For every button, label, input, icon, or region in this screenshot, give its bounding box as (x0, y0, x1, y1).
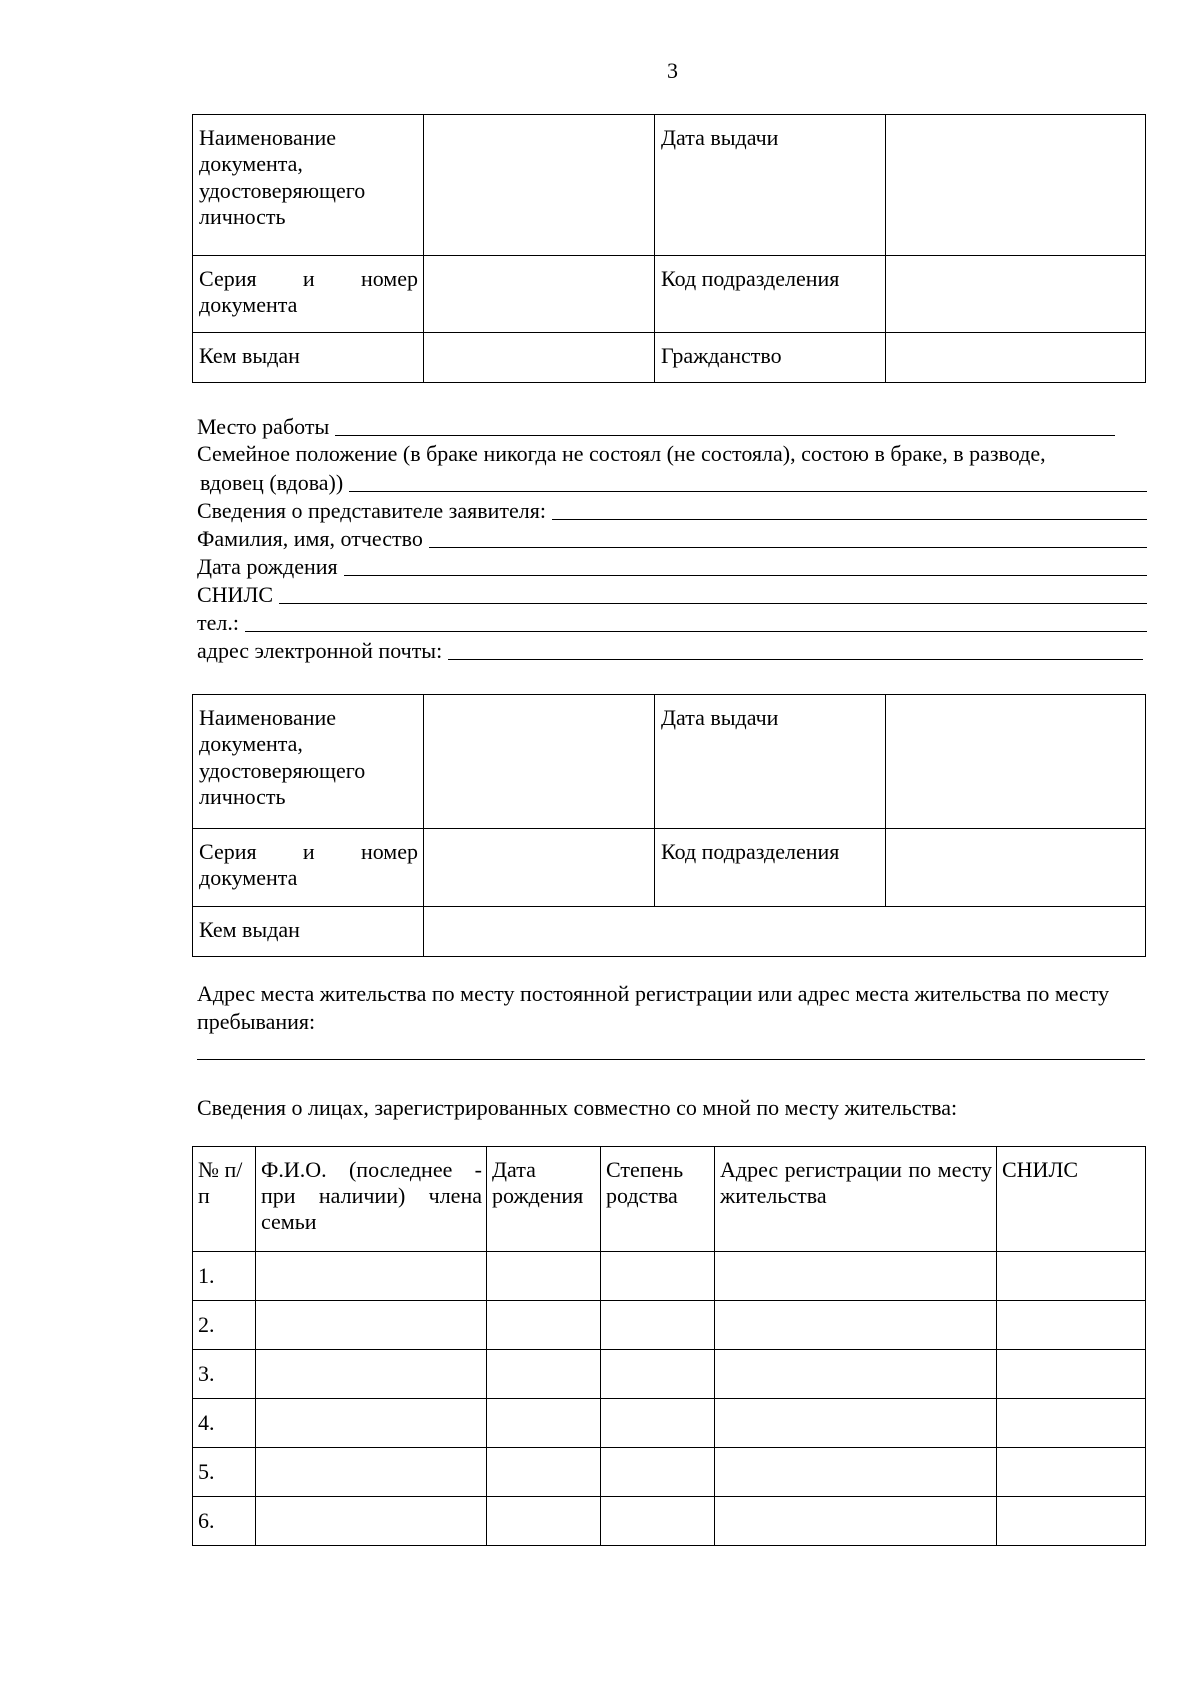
full-name-line[interactable] (429, 547, 1147, 548)
members-table (192, 1146, 1146, 1546)
header-snils: СНИЛС (997, 1147, 1146, 1252)
row-number: 6. (193, 1497, 256, 1546)
issue-date-input[interactable] (886, 115, 1146, 256)
table-row (193, 1252, 1146, 1301)
rep-doc-name-label: Наименование документа, удостоверяющего личность (193, 695, 424, 829)
rep-series-number-label (193, 829, 424, 907)
birth-date-line[interactable] (344, 575, 1147, 576)
cell-address[interactable] (715, 1497, 997, 1546)
representative-field[interactable] (197, 496, 1147, 524)
marital-status-label: вдовец (вдова)) (200, 469, 344, 495)
representative-line[interactable] (552, 519, 1147, 520)
cell-address[interactable] (715, 1448, 997, 1497)
table-row (193, 1350, 1146, 1399)
rep-series-word: Серия (199, 839, 257, 864)
header-birth-date: Дата рождения (487, 1147, 601, 1252)
row-number: 1. (193, 1252, 256, 1301)
cell-relationship[interactable] (601, 1399, 715, 1448)
cell-birth-date[interactable] (487, 1399, 601, 1448)
full-name-field[interactable] (197, 524, 1147, 552)
cell-full-name[interactable] (256, 1301, 487, 1350)
email-label: адрес электронной почты: (197, 637, 443, 663)
address-line[interactable] (197, 1059, 1145, 1060)
cell-snils[interactable] (997, 1350, 1146, 1399)
applicant-fields (197, 412, 1147, 664)
rep-issue-date-input[interactable] (886, 695, 1146, 829)
cell-address[interactable] (715, 1350, 997, 1399)
cell-snils[interactable] (997, 1448, 1146, 1497)
header-address: Адрес регистрации по месту жительства (715, 1147, 997, 1252)
series-word: Серия (199, 266, 257, 291)
table-row (193, 1497, 1146, 1546)
cell-relationship[interactable] (601, 1301, 715, 1350)
email-line[interactable] (448, 659, 1143, 660)
cell-address[interactable] (715, 1252, 997, 1301)
cell-full-name[interactable] (256, 1448, 487, 1497)
doc-name-label: Наименование документа, удостоверяющего личность (193, 115, 424, 256)
header-full-name: Ф.И.О. (последнее - при наличии) члена семьи (256, 1147, 487, 1252)
full-name-label: Фамилия, имя, отчество (197, 525, 423, 551)
workplace-field[interactable] (197, 412, 1115, 440)
cell-relationship[interactable] (601, 1252, 715, 1301)
series-number-input[interactable] (424, 256, 655, 333)
rep-issued-by-input[interactable] (424, 907, 1146, 957)
cell-address[interactable] (715, 1301, 997, 1350)
members-header-row (193, 1147, 1146, 1252)
cell-snils[interactable] (997, 1399, 1146, 1448)
cell-snils[interactable] (997, 1497, 1146, 1546)
cell-full-name[interactable] (256, 1497, 487, 1546)
applicant-document-table (192, 114, 1146, 383)
number-word: номер (360, 266, 418, 291)
cell-relationship[interactable] (601, 1448, 715, 1497)
rep-series-number-input[interactable] (424, 829, 655, 907)
birth-date-label: Дата рождения (197, 553, 338, 579)
series-number-label (193, 256, 424, 333)
row-number: 3. (193, 1350, 256, 1399)
division-code-input[interactable] (886, 256, 1146, 333)
and-word: и (302, 266, 315, 291)
rep-and-word: и (302, 839, 315, 864)
cell-birth-date[interactable] (487, 1301, 601, 1350)
snils-line[interactable] (279, 603, 1147, 604)
snils-label: СНИЛС (197, 581, 274, 607)
division-code-label: Код подразделения (655, 256, 886, 333)
cell-snils[interactable] (997, 1252, 1146, 1301)
cell-birth-date[interactable] (487, 1252, 601, 1301)
marital-status-field[interactable] (197, 468, 1147, 496)
cell-relationship[interactable] (601, 1497, 715, 1546)
issued-by-label: Кем выдан (193, 333, 424, 383)
workplace-label: Место работы (197, 413, 330, 439)
cell-birth-date[interactable] (487, 1448, 601, 1497)
members-title: Сведения о лицах, зарегистрированных совместно со мной по месту жительства: (197, 1095, 958, 1120)
representative-document-table (192, 694, 1146, 957)
rep-division-code-label: Код подразделения (655, 829, 886, 907)
cell-relationship[interactable] (601, 1350, 715, 1399)
snils-field[interactable] (197, 580, 1147, 608)
table-row (193, 1448, 1146, 1497)
rep-issued-by-label: Кем выдан (193, 907, 424, 957)
cell-full-name[interactable] (256, 1252, 487, 1301)
citizenship-label: Гражданство (655, 333, 886, 383)
table-row (193, 1399, 1146, 1448)
address-text: Адрес места жительства по месту постоянной регистрации или адрес места жительства по месту пребывания: (197, 981, 1110, 1034)
issue-date-label: Дата выдачи (655, 115, 886, 256)
header-number: № п/п (193, 1147, 256, 1252)
issued-by-input[interactable] (424, 333, 655, 383)
rep-doc-name-input[interactable] (424, 695, 655, 829)
citizenship-input[interactable] (886, 333, 1146, 383)
cell-full-name[interactable] (256, 1350, 487, 1399)
workplace-line[interactable] (335, 435, 1115, 436)
document-word: документа (199, 292, 298, 318)
representative-label: Сведения о представителе заявителя: (197, 497, 546, 523)
rep-number-word: номер (360, 839, 418, 864)
header-relationship: Степень родства (601, 1147, 715, 1252)
rep-document-word: документа (199, 865, 298, 891)
marital-status-line[interactable] (349, 491, 1147, 492)
phone-line[interactable] (245, 631, 1147, 632)
cell-full-name[interactable] (256, 1399, 487, 1448)
phone-label: тел.: (197, 609, 239, 635)
row-number: 4. (193, 1399, 256, 1448)
rep-division-code-input[interactable] (886, 829, 1146, 907)
phone-field[interactable] (197, 608, 1147, 636)
birth-date-field[interactable] (197, 552, 1147, 580)
page-number: 3 (667, 58, 678, 83)
row-number: 2. (193, 1301, 256, 1350)
cell-snils[interactable] (997, 1301, 1146, 1350)
email-field[interactable] (197, 636, 1143, 664)
rep-issue-date-label: Дата выдачи (655, 695, 886, 829)
marital-status-text: Семейное положение (в браке никогда не состоял (не состояла), состою в браке, в разводе, (197, 441, 1046, 466)
doc-name-input[interactable] (424, 115, 655, 256)
cell-address[interactable] (715, 1399, 997, 1448)
row-number: 5. (193, 1448, 256, 1497)
cell-birth-date[interactable] (487, 1497, 601, 1546)
table-row (193, 1301, 1146, 1350)
cell-birth-date[interactable] (487, 1350, 601, 1399)
